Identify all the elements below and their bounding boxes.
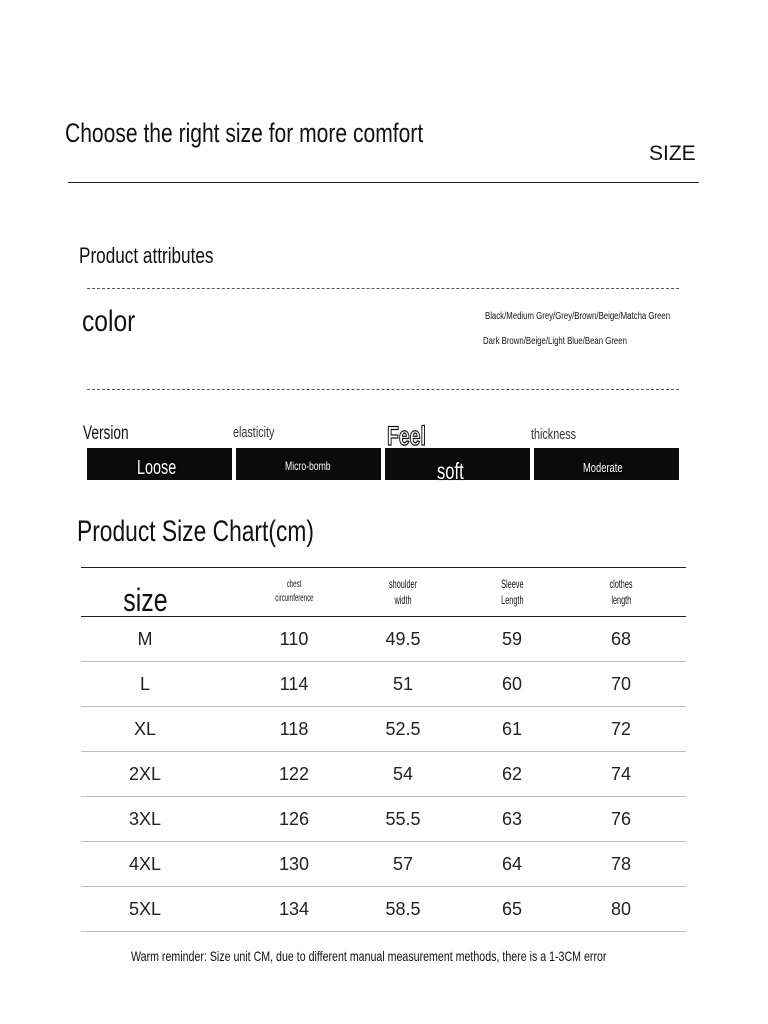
cell-size: 5XL xyxy=(128,899,162,919)
cell-sleeve: 65 xyxy=(501,899,523,919)
color-options-line-2: Dark Brown/Beige/Light Blue/Bean Green xyxy=(483,336,627,347)
feature-value-thickness: Moderate xyxy=(583,460,623,475)
page-title: Choose the right size for more comfort xyxy=(65,118,424,148)
cell-shoulder: 57 xyxy=(392,854,414,874)
table-header xyxy=(81,567,686,617)
header-sleeve: Sleeve Length xyxy=(500,577,524,607)
feature-value-elasticity: Micro-bomb xyxy=(285,459,331,473)
cell-size: M xyxy=(137,629,153,649)
cell-chest: 118 xyxy=(279,719,309,739)
header-size: size xyxy=(122,582,168,618)
table-row xyxy=(81,842,686,887)
cell-sleeve: 62 xyxy=(501,764,523,784)
cell-shoulder: 55.5 xyxy=(385,809,421,829)
cell-length: 78 xyxy=(610,854,632,874)
cell-size: 2XL xyxy=(128,764,162,784)
cell-shoulder: 54 xyxy=(392,764,414,784)
cell-chest: 134 xyxy=(278,899,310,919)
dashed-divider xyxy=(87,288,679,289)
cell-size: XL xyxy=(133,719,157,739)
cell-length: 74 xyxy=(610,764,632,784)
cell-sleeve: 63 xyxy=(501,809,523,829)
table-row xyxy=(81,797,686,842)
cell-chest: 130 xyxy=(278,854,310,874)
header-clothes: clothes length xyxy=(609,577,633,607)
cell-length: 72 xyxy=(610,719,632,739)
header-shoulder: shoulder width xyxy=(388,577,418,607)
cell-length: 68 xyxy=(610,629,632,649)
feature-label-elasticity: elasticity xyxy=(233,424,275,441)
cell-shoulder: 52.5 xyxy=(385,719,421,739)
feature-label-feel: Feel xyxy=(387,421,426,451)
feature-value-version: Loose xyxy=(137,457,177,479)
header-divider xyxy=(68,182,699,183)
table-row xyxy=(81,662,686,707)
cell-length: 70 xyxy=(610,674,632,694)
measurement-reminder: Warm reminder: Size unit CM, due to different manual measurement methods, there is a 1-3CM error xyxy=(131,948,607,964)
table-row xyxy=(81,752,686,797)
header-chest: chest circumference xyxy=(274,579,314,604)
size-table xyxy=(81,567,686,932)
color-label: color xyxy=(82,305,136,338)
cell-size: 3XL xyxy=(128,809,162,829)
cell-chest: 110 xyxy=(279,629,309,649)
cell-chest: 126 xyxy=(278,809,310,829)
dashed-divider xyxy=(87,389,679,390)
attributes-title: Product attributes xyxy=(79,243,214,268)
cell-sleeve: 59 xyxy=(501,629,523,649)
cell-sleeve: 60 xyxy=(501,674,523,694)
size-chart-title: Product Size Chart(cm) xyxy=(77,515,314,548)
cell-length: 76 xyxy=(610,809,632,829)
feature-label-thickness: thickness xyxy=(531,426,577,443)
cell-sleeve: 64 xyxy=(501,854,523,874)
cell-chest: 114 xyxy=(279,674,309,694)
table-row xyxy=(81,617,686,662)
color-options-line-1: Black/Medium Grey/Grey/Brown/Beige/Matcha Green xyxy=(485,311,671,322)
table-row xyxy=(81,887,686,932)
cell-chest: 122 xyxy=(278,764,310,784)
size-tag: SIZE xyxy=(649,142,696,165)
cell-shoulder: 51 xyxy=(392,674,414,694)
cell-length: 80 xyxy=(610,899,632,919)
cell-size: 4XL xyxy=(128,854,162,874)
cell-shoulder: 49.5 xyxy=(385,629,421,649)
cell-size: L xyxy=(139,674,150,694)
feature-label-version: Version xyxy=(83,423,129,444)
table-row xyxy=(81,707,686,752)
cell-shoulder: 58.5 xyxy=(385,899,421,919)
cell-sleeve: 61 xyxy=(501,719,523,739)
feature-value-feel: soft xyxy=(437,458,464,484)
